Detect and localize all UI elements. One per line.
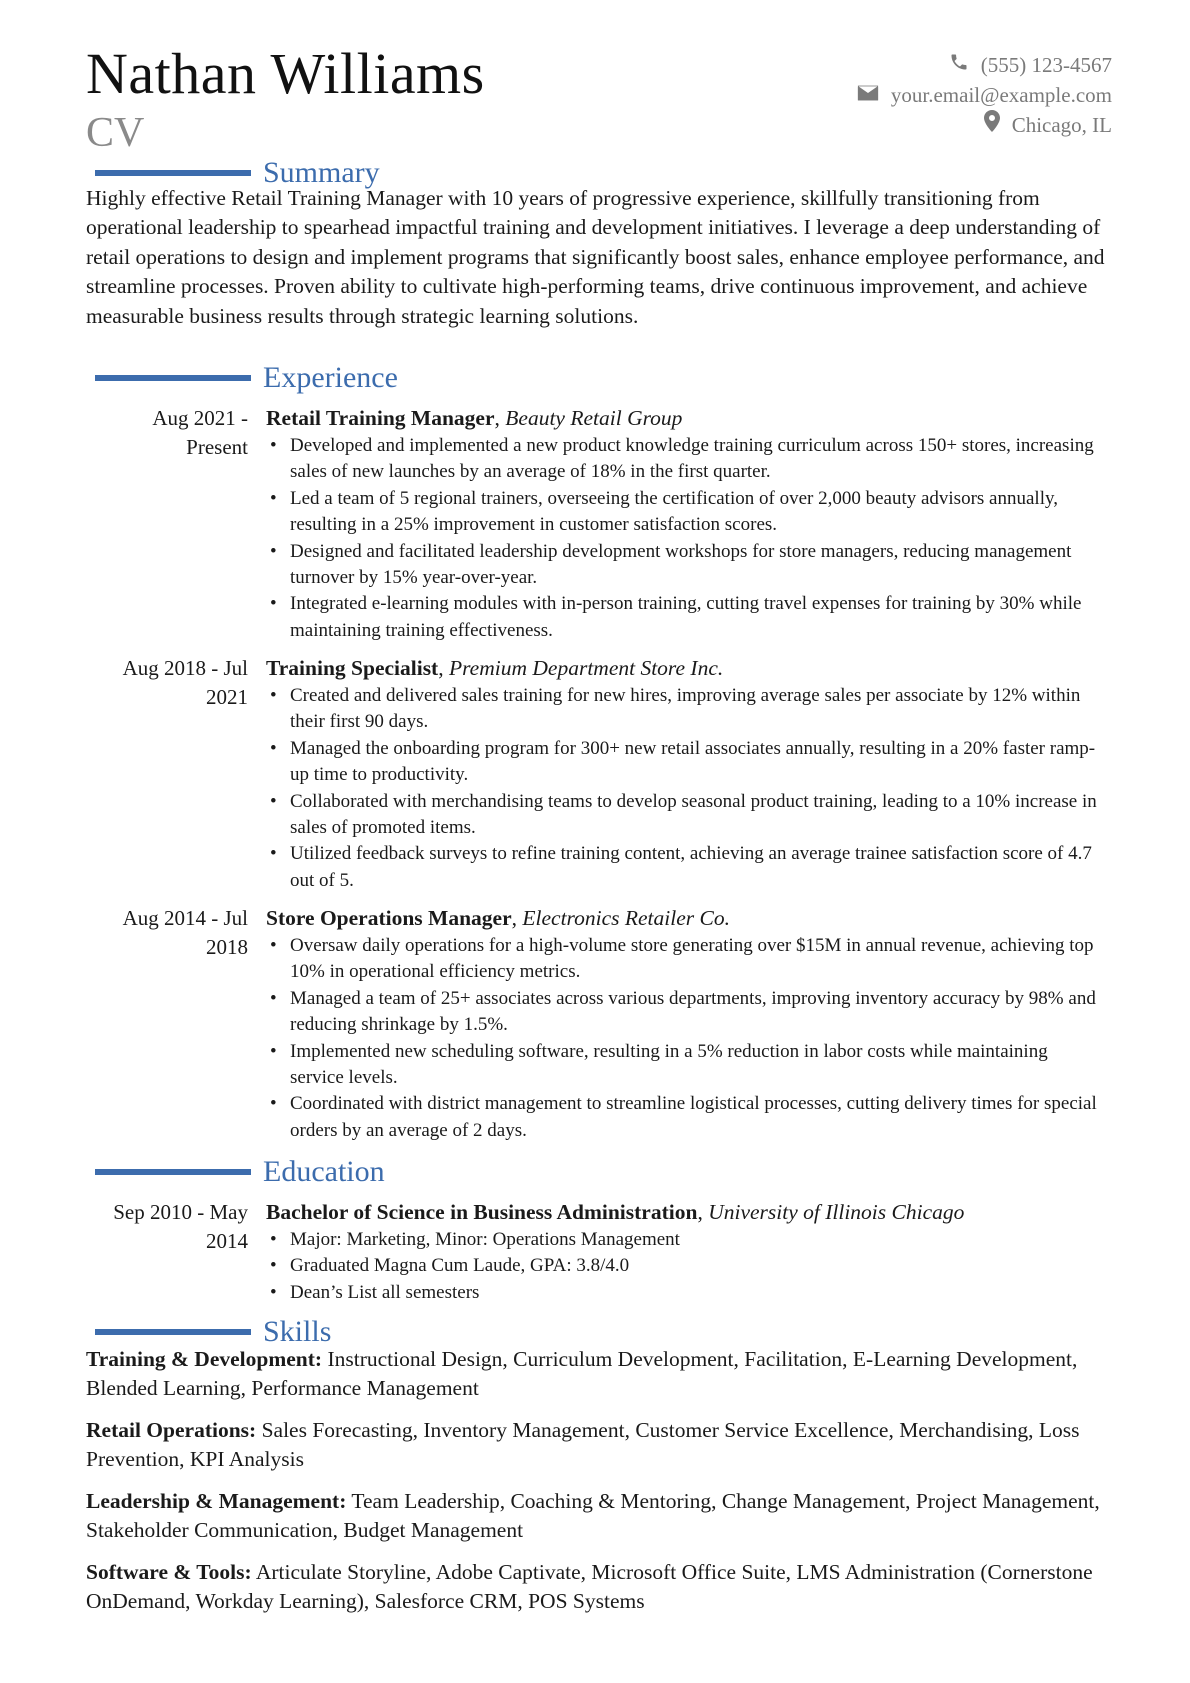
bullet-list <box>266 683 1106 894</box>
entry-date: Sep 2010 - May 2014 <box>113 1200 248 1253</box>
entry-title: Bachelor of Science in Business Administration, University of Illinois Chicago <box>266 1200 965 1224</box>
list-item: • Managed the onboarding program for 300+ new retail associates annually, resulting in a 20% faster ramp-up time to productivity. <box>266 736 1106 789</box>
entry-date: Aug 2014 - Jul 2018 <box>122 906 248 959</box>
list-item: • Led a team of 5 regional trainers, overseeing the certification of over 2,000 beauty advisors annually, resulting in a 25% improvement in customer satisfaction scores. <box>266 486 1106 539</box>
contact-phone <box>857 50 1112 80</box>
section-title-summary: Summary <box>263 156 380 189</box>
list-item: • Collaborated with merchandising teams to develop seasonal product training, leading to a 10% increase in sales of promoted items. <box>266 789 1106 842</box>
location-text: Chicago, IL <box>1011 113 1112 137</box>
institution: University of Illinois Chicago <box>708 1200 965 1224</box>
employer: Premium Department Store Inc. <box>448 656 724 680</box>
section-title-experience: Experience <box>263 361 398 394</box>
skill-items: Instructional Design, Curriculum Development, Facilitation, E-Learning Development, Blended Learning, Performance Management <box>86 1347 1078 1400</box>
phone-icon <box>949 50 969 80</box>
section-rule <box>95 375 251 381</box>
list-item: • Graduated Magna Cum Laude, GPA: 3.8/4.0 <box>266 1253 1106 1279</box>
entry-title: Retail Training Manager, Beauty Retail Group <box>266 406 683 430</box>
email-text[interactable]: your.email@example.com <box>890 83 1112 107</box>
section-rule <box>95 170 251 176</box>
list-item: • Integrated e-learning modules with in-person training, cutting travel expenses for training by 30% while maintaining training effectiveness. <box>266 591 1106 644</box>
section-rule <box>95 1169 251 1175</box>
skill-category: Training & Development: <box>86 1347 323 1371</box>
skills-heading <box>95 1315 331 1349</box>
skill-category: Leadership & Management: <box>86 1489 347 1513</box>
skill-items: Articulate Storyline, Adobe Captivate, Microsoft Office Suite, LMS Administration (Cornerstone OnDemand, Workday Learning), Salesforce CRM, POS Systems <box>86 1560 1093 1613</box>
list-item: • Major: Marketing, Minor: Operations Management <box>266 1227 1106 1253</box>
entry-date: Aug 2021 - Present <box>152 406 248 459</box>
skill-group <box>86 1558 1116 1616</box>
list-item: • Managed a team of 25+ associates across various departments, improving inventory accuracy by 98% and reducing shrinkage by 1.5%. <box>266 986 1106 1039</box>
list-item: • Oversaw daily operations for a high-volume store generating over $15M in annual revenue, achieving top 10% in operational efficiency metrics. <box>266 933 1106 986</box>
bullet-list <box>266 933 1106 1144</box>
list-item: • Created and delivered sales training for new hires, improving average sales per associate by 12% within their first 90 days. <box>266 683 1106 736</box>
list-item: • Dean’s List all semesters <box>266 1280 1106 1306</box>
list-item: • Utilized feedback surveys to refine training content, achieving an average trainee satisfaction score of 4.7 out of 5. <box>266 841 1106 894</box>
summary-text: Highly effective Retail Training Manager with 10 years of progressive experience, skillfully transitioning from operational leadership to spearhead impactful training and development initiatives. I leverage a deep understanding of retail operations to design and implement programs that significantly boost sales, enhance employee performance, and streamline processes. Proven ability to cultivate high-performing teams, drive continuous improvement, and achieve measurable business results through strategic learning solutions. <box>86 186 1105 328</box>
section-title-education: Education <box>263 1155 385 1188</box>
skill-group <box>86 1345 1116 1403</box>
document-type: CV <box>86 110 145 156</box>
skill-category: Software & Tools: <box>86 1560 252 1584</box>
employer: Electronics Retailer Co. <box>522 906 730 930</box>
contact-location <box>857 110 1112 140</box>
experience-heading <box>95 361 398 395</box>
list-item: • Developed and implemented a new product knowledge training curriculum across 150+ stores, increasing sales of new launches by an average of 18% in the first quarter. <box>266 433 1106 486</box>
entry-title: Store Operations Manager, Electronics Retailer Co. <box>266 906 730 930</box>
entry-title: Training Specialist, Premium Department Store Inc. <box>266 656 724 680</box>
phone-text[interactable]: (555) 123-4567 <box>980 53 1112 77</box>
skill-items: Sales Forecasting, Inventory Management, Customer Service Excellence, Merchandising, Loss Prevention, KPI Analysis <box>86 1418 1080 1471</box>
job-title: Training Specialist <box>266 656 439 680</box>
list-item: • Coordinated with district management to streamline logistical processes, cutting delivery times for special orders by an average of 2 days. <box>266 1091 1106 1144</box>
bullet-list <box>266 433 1106 644</box>
skills-list <box>86 1345 1116 1629</box>
bullet-list <box>266 1227 1106 1306</box>
envelope-icon <box>857 80 879 110</box>
job-title: Store Operations Manager <box>266 906 512 930</box>
entry-date: Aug 2018 - Jul 2021 <box>122 656 248 709</box>
contact-email <box>857 80 1112 110</box>
list-item: • Implemented new scheduling software, resulting in a 5% reduction in labor costs while maintaining service levels. <box>266 1039 1106 1092</box>
job-title: Retail Training Manager <box>266 406 495 430</box>
education-heading <box>95 1155 385 1189</box>
skill-group <box>86 1416 1116 1474</box>
skill-category: Retail Operations: <box>86 1418 257 1442</box>
skill-items: Team Leadership, Coaching & Mentoring, Change Management, Project Management, Stakeholder Communication, Budget Management <box>86 1489 1100 1542</box>
list-item: • Designed and facilitated leadership development workshops for store managers, reducing management turnover by 15% year-over-year. <box>266 539 1106 592</box>
skill-group <box>86 1487 1116 1545</box>
section-title-skills: Skills <box>263 1315 332 1348</box>
candidate-name: Nathan Williams <box>86 41 485 106</box>
map-pin-icon <box>984 110 1000 140</box>
contact-block <box>857 50 1112 140</box>
section-rule <box>95 1329 251 1335</box>
degree: Bachelor of Science in Business Administration <box>266 1200 698 1224</box>
employer: Beauty Retail Group <box>505 406 683 430</box>
